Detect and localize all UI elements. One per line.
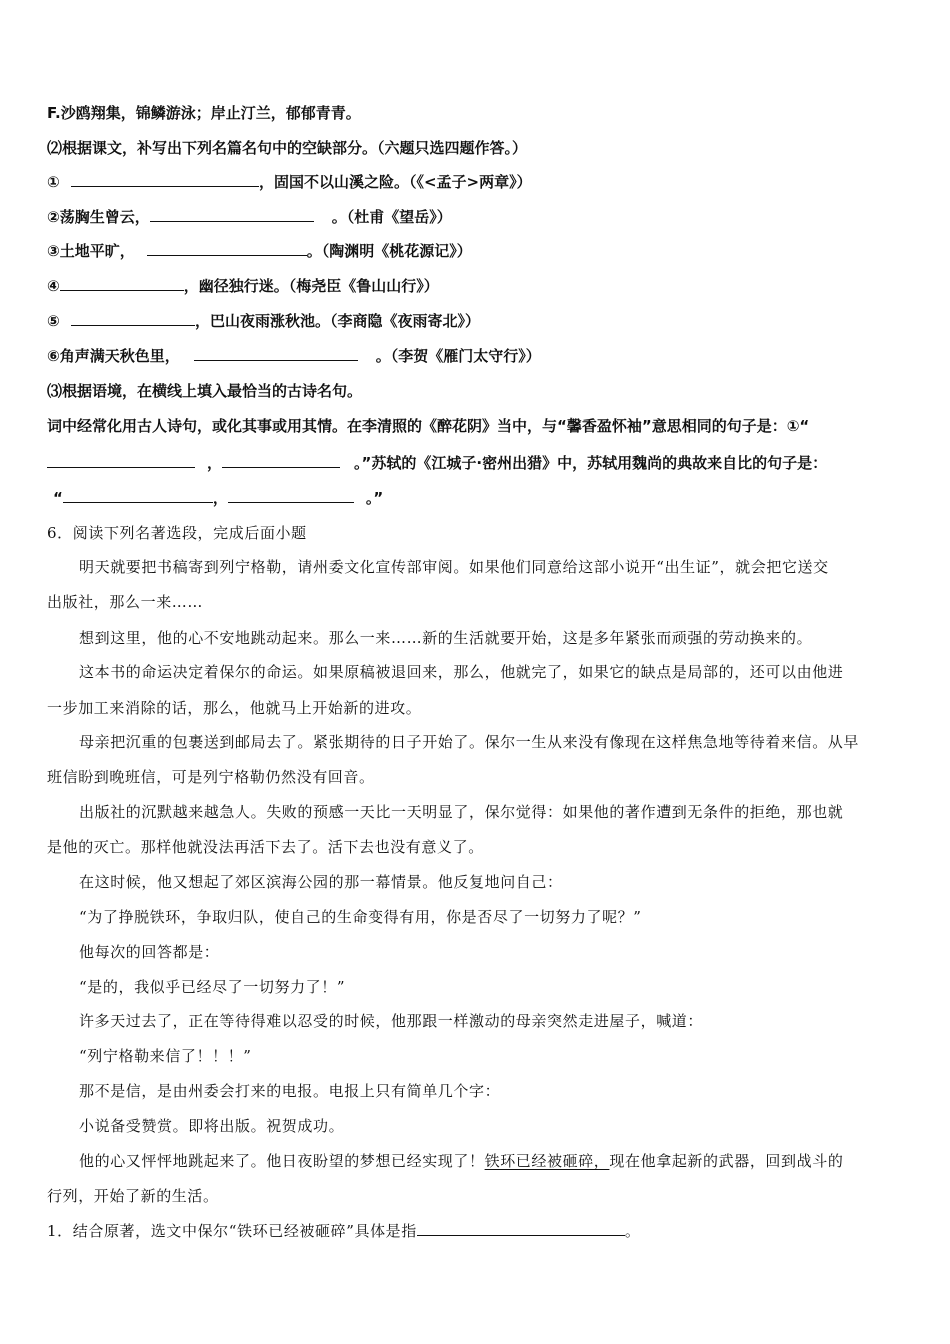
answer-blank[interactable] [60,275,184,291]
answer-blank[interactable] [150,206,314,222]
passage-p4-line2: 班信盼到晚班信，可是列宁格勒仍然没有回音。 [47,768,375,786]
poem-item-4: ④ ，幽径独行迷。（梅尧臣《鲁山山行》） [47,277,439,295]
passage-p13: 小说备受赞赏。即将出版。祝贺成功。 [79,1117,345,1135]
passage-p6: 在这时候，他又想起了郊区滨海公园的那一幕情景。他反复地问自己： [79,873,563,891]
q5-part3-answer-line: ， 。”苏轼的《江城子·密州出猎》中，苏轼用魏尚的典故来自比的句子是： [47,452,907,473]
poem-item-2: ②荡胸生曾云， 。（杜甫《望岳》） [47,208,452,226]
answer-blank[interactable] [222,452,340,468]
answer-blank[interactable] [71,171,259,187]
answer-blank[interactable] [194,345,358,361]
q5-option-f: F.沙鸥翔集，锦鳞游泳；岸止汀兰，郁郁青青。 [47,104,361,122]
passage-p5-line1: 出版社的沉默越来越急人。失败的预感一天比一天明显了，保尔觉得：如果他的著作遭到无条件的拒绝，那也就 [79,803,844,821]
passage-p3-line2: 一步加工来消除的话，那么，他就马上开始新的进攻。 [47,699,422,717]
answer-blank[interactable] [63,487,213,503]
passage-p3-line1: 这本书的命运决定着保尔的命运。如果原稿被退回来，那么，他就完了，如果它的缺点是局部的，还可以由他进 [79,663,844,681]
q5-part2-heading: ⑵根据课文，补写出下列名篇名句中的空缺部分。（六题只选四题作答。） [47,139,528,157]
answer-blank[interactable] [71,310,195,326]
underlined-phrase: 铁环已经被砸碎， [484,1152,610,1170]
answer-blank[interactable] [47,452,195,468]
passage-p4-line1: 母亲把沉重的包裹送到邮局去了。紧张期待的日子开始了。保尔一生从来没有像现在这样焦急地等待着来信。从早 [79,733,860,751]
passage-p2: 想到这里，他的心不安地跳动起来。那么一来……新的生活就要开始，这是多年紧张而顽强的劳动换来的。 [79,629,813,647]
passage-p8: 他每次的回答都是： [79,943,220,961]
q6-subquestion-1: 1．结合原著，选文中保尔“铁环已经被砸碎”具体是指 。 [47,1222,641,1240]
q5-part3-heading: ⑶根据语境，在横线上填入最恰当的古诗名句。 [47,382,363,400]
passage-p10: 许多天过去了，正在等待得难以忍受的时候，他那跟一样激动的母亲突然走进屋子，喊道： [79,1012,704,1030]
passage-p12: 那不是信，是由州委会打来的电报。电报上只有简单几个字： [79,1082,501,1100]
poem-item-6: ⑥角声满天秋色里， 。（李贺《雁门太守行》） [47,347,541,365]
q5-part3-answer-line-2: “ ， 。” [53,489,384,507]
poem-item-3: ③土地平旷， 。（陶渊明《桃花源记》） [47,242,472,260]
answer-blank[interactable] [228,487,354,503]
passage-p14-line1: 他的心又怦怦地跳起来了。他日夜盼望的梦想已经实现了！铁环已经被砸碎，现在他拿起新的武器，回到战斗的 [79,1152,844,1170]
passage-p5-line2: 是他的灭亡。那样他就没法再活下去了。活下去也没有意义了。 [47,838,484,856]
answer-blank[interactable] [417,1220,625,1236]
passage-p9: “是的，我似乎已经尽了一切努力了！” [79,978,346,996]
passage-p11: “列宁格勒来信了！！！” [79,1047,252,1065]
passage-p1-line2: 出版社，那么一来…… [47,593,204,611]
q5-part3-prompt: 词中经常化用古人诗句，或化其事或用其情。在李清照的《醉花阴》当中，与“馨香盈怀袖”意思相同的句子是：①“ [47,417,810,435]
passage-p14-line2: 行列，开始了新的生活。 [47,1187,219,1205]
answer-blank[interactable] [147,240,307,256]
poem-item-1: ① ，固国不以山溪之险。（《<孟子>两章》） [47,173,532,191]
passage-p1-line1: 明天就要把书稿寄到列宁格勒，请州委文化宣传部审阅。如果他们同意给这部小说开“出生证”，就会把它送交 [79,558,829,576]
poem-item-5: ⑤ ，巴山夜雨涨秋池。（李商隐《夜雨寄北》） [47,312,480,330]
passage-p7: “为了挣脱铁环，争取归队，使自己的生命变得有用，你是否尽了一切努力了呢？” [79,908,642,926]
q6-heading: 6．阅读下列名著选段，完成后面小题 [47,524,307,542]
